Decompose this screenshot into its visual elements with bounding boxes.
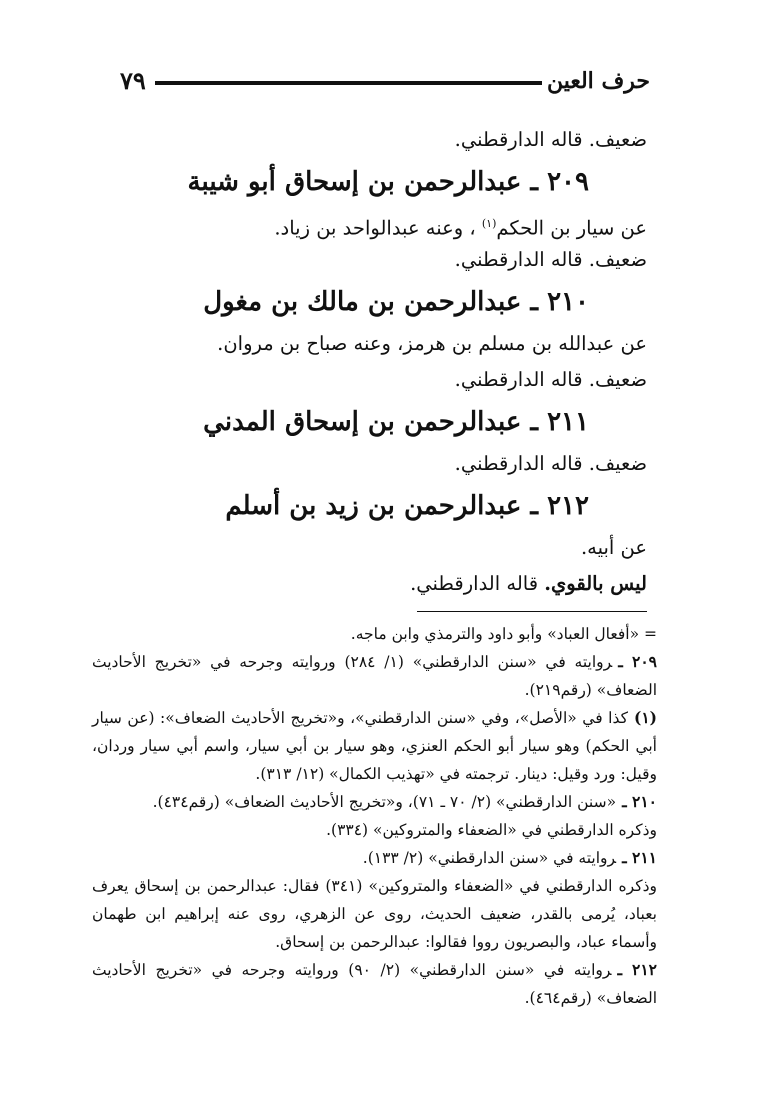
footnote-1	[92, 704, 657, 788]
footnote-number: ٢١٠ ـ	[622, 792, 657, 811]
footnote-211-continued: وذكره الدارقطني في «الضعفاء والمتروكين» (٣٤١) فقال: عبدالرحمن بن إسحاق يعرف بعباد، يُرمى بالقدر، ضعيف الحديث، روى عن الزهري، روى عنه إبراهيم ابن طهمان وأسماء عباد، والبصريون رووا فقالوا: عبدالرحمن بن إسحاق.	[92, 877, 657, 951]
page-number: ٧٩	[120, 66, 146, 95]
entry-verdict-209: ضعيف. قاله الدارقطني.	[454, 248, 647, 271]
footnote-number: ٢١٢ ـ	[617, 960, 657, 979]
entry-name: عبدالرحمن بن إسحاق المدني	[203, 407, 522, 437]
entry-text-212: عن أبيه.	[580, 536, 647, 559]
footnote-separator	[417, 611, 647, 612]
footnote-209	[92, 648, 657, 704]
entry-text-209	[127, 206, 647, 242]
footnote-210-continued: وذكره الدارقطني في «الضعفاء والمتروكين» (٣٣٤).	[326, 821, 657, 839]
footnote-number: (١)	[633, 708, 657, 727]
main-text	[127, 122, 647, 602]
entry-heading-210: ٢١٠ ـ عبدالرحمن بن مالك بن مغول	[203, 287, 589, 317]
header-title: حرف العين	[546, 68, 650, 94]
footnote-text: روايته في «سنن الدارقطني» (١/ ٢٨٤) وروايته وجرحه في «تخريج الأحاديث الضعاف» (رقم٢١٩).	[92, 653, 657, 699]
footnote-number: ٢١١ ـ	[622, 848, 657, 867]
entry-number: ٢١٢	[547, 491, 589, 521]
footnote-ref: (١)	[481, 217, 497, 230]
entry-text: ، وعنه عبدالواحد بن زياد.	[274, 216, 482, 240]
page-header	[120, 64, 650, 104]
footnote-text: «سنن الدارقطني» (٢/ ٧٠ ـ ٧١)، و«تخريج الأحاديث الضعاف» (رقم٤٣٤).	[152, 793, 617, 811]
entry-verdict-211: ضعيف. قاله الدارقطني.	[454, 452, 647, 475]
footnote-continuation: = «أفعال العباد» وأبو داود والترمذي وابن ماجه.	[350, 625, 657, 643]
previous-entry-ending: ضعيف. قاله الدارقطني.	[454, 128, 647, 151]
footnote-text: روايته في «سنن الدارقطني» (٢/ ٩٠) وروايته وجرحه في «تخريج الأحاديث الضعاف» (رقم٤٦٤).	[92, 961, 657, 1007]
footnotes	[92, 620, 657, 1012]
entry-verdict-212	[127, 566, 647, 602]
entry-heading-212: ٢١٢ ـ عبدالرحمن بن زيد بن أسلم	[225, 491, 589, 521]
footnote-text: روايته في «سنن الدارقطني» (٢/ ١٣٣).	[362, 849, 617, 867]
entry-text: عن سيار بن الحكم	[496, 216, 647, 240]
entry-number: ٢١١	[547, 407, 589, 437]
entry-heading-211: ٢١١ ـ عبدالرحمن بن إسحاق المدني	[203, 407, 589, 437]
entry-number: ٢٠٩	[547, 167, 589, 197]
verdict-bold: ليس بالقوي.	[544, 572, 647, 595]
verdict-rest: قاله الدارقطني.	[410, 572, 545, 595]
header-rule	[155, 81, 542, 85]
footnote-212	[92, 956, 657, 1012]
entry-name: عبدالرحمن بن زيد بن أسلم	[225, 491, 522, 521]
entry-heading-209: ٢٠٩ ـ عبدالرحمن بن إسحاق أبو شيبة	[187, 167, 589, 197]
entry-name: عبدالرحمن بن إسحاق أبو شيبة	[187, 167, 522, 197]
footnote-210	[92, 788, 657, 816]
entry-name: عبدالرحمن بن مالك بن مغول	[203, 287, 522, 317]
footnote-211	[92, 844, 657, 872]
entry-verdict-210: ضعيف. قاله الدارقطني.	[454, 368, 647, 391]
footnote-number: ٢٠٩ ـ	[618, 652, 657, 671]
footnote-text: كذا في «الأصل»، وفي «سنن الدارقطني»، و«تخريج الأحاديث الضعاف»: (عن سيار أبي الحكم) وهو سيار أبو الحكم العنزي، وهو سيار بن أبي سيار، واسم أبي سيار وردان، وقيل: ورد وقيل: دينار. ترجمته في «تهذيب الكمال» (١٢/ ٣١٣).	[92, 709, 657, 783]
entry-text-210: عن عبدالله بن مسلم بن هرمز، وعنه صباح بن مروان.	[217, 332, 647, 355]
entry-number: ٢١٠	[547, 287, 589, 317]
